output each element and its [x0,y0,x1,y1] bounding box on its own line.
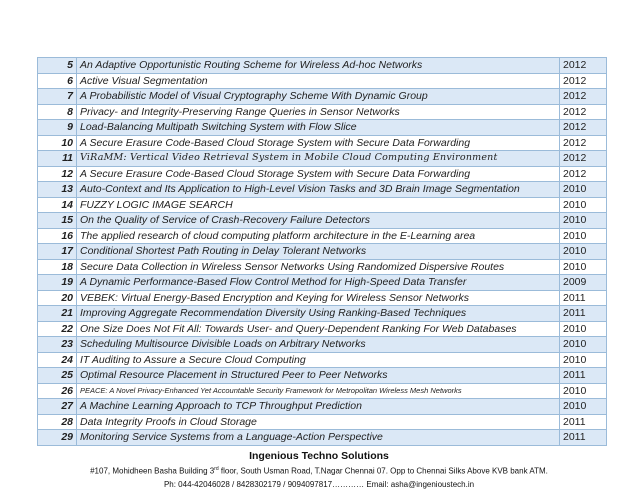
row-number: 14 [38,197,77,213]
row-number: 9 [38,120,77,136]
company-address [0,466,638,476]
table-row [38,306,607,322]
project-title: ViRaMM: Vertical Video Retrieval System in Mobile Cloud Computing Environment [77,151,560,167]
row-number: 24 [38,352,77,368]
table-row [38,135,607,151]
table-row [38,182,607,198]
project-year: 2010 [560,352,607,368]
project-title: Data Integrity Proofs in Cloud Storage [77,414,560,430]
table-row [38,104,607,120]
project-title: Scheduling Multisource Divisible Loads on Arbitrary Networks [77,337,560,353]
table-row [38,213,607,229]
project-year: 2010 [560,197,607,213]
project-title: Improving Aggregate Recommendation Diversity Using Ranking-Based Techniques [77,306,560,322]
project-title: Load-Balancing Multipath Switching System with Flow Slice [77,120,560,136]
table-row [38,228,607,244]
project-year: 2010 [560,213,607,229]
row-number: 8 [38,104,77,120]
table-row [38,352,607,368]
project-title: IT Auditing to Assure a Secure Cloud Computing [77,352,560,368]
table-row [38,430,607,446]
row-number: 23 [38,337,77,353]
project-title: VEBEK: Virtual Energy-Based Encryption and Keying for Wireless Sensor Networks [77,290,560,306]
table-row [38,321,607,337]
table-row [38,73,607,89]
row-number: 6 [38,73,77,89]
project-title: Secure Data Collection in Wireless Sensor Networks Using Randomized Dispersive Routes [77,259,560,275]
project-title: One Size Does Not Fit All: Towards User- and Query-Dependent Ranking For Web Databases [77,321,560,337]
row-number: 25 [38,368,77,384]
project-title: A Dynamic Performance-Based Flow Control Method for High-Speed Data Transfer [77,275,560,291]
project-year: 2010 [560,259,607,275]
table-row [38,259,607,275]
table-row [38,244,607,260]
table-row [38,89,607,105]
company-name: Ingenious Techno Solutions [249,450,389,462]
project-title: The applied research of cloud computing platform architecture in the E-Learning area [77,228,560,244]
project-title: Monitoring Service Systems from a Language-Action Perspective [77,430,560,446]
table-row [38,166,607,182]
row-number: 15 [38,213,77,229]
project-year: 2009 [560,275,607,291]
project-year: 2010 [560,399,607,415]
project-year: 2012 [560,135,607,151]
row-number: 21 [38,306,77,322]
row-number: 27 [38,399,77,415]
project-year: 2012 [560,166,607,182]
row-number: 10 [38,135,77,151]
project-year: 2011 [560,290,607,306]
project-year: 2012 [560,120,607,136]
project-title: Optimal Resource Placement in Structured Peer to Peer Networks [77,368,560,384]
row-number: 17 [38,244,77,260]
row-number: 13 [38,182,77,198]
table-row [38,151,607,167]
project-title: FUZZY LOGIC IMAGE SEARCH [77,197,560,213]
row-number: 18 [38,259,77,275]
project-list-table [37,57,607,446]
project-year: 2012 [560,89,607,105]
project-year: 2010 [560,321,607,337]
row-number: 16 [38,228,77,244]
project-year: 2010 [560,182,607,198]
project-title: PEACE: A Novel Privacy-Enhanced Yet Accountable Security Framework for Metropolitan Wireless Mesh Networks [77,383,560,399]
company-contact: Ph: 044-42046028 / 8428302179 / 9094097817………… Email: asha@ingenioustech.in [163,480,475,489]
table-row [38,383,607,399]
project-title: Auto-Context and Its Application to High-Level Vision Tasks and 3D Brain Image Segmentation [77,182,560,198]
row-number: 20 [38,290,77,306]
row-number: 5 [38,58,77,74]
table-row [38,290,607,306]
row-number: 26 [38,383,77,399]
project-year: 2012 [560,73,607,89]
project-title: A Secure Erasure Code-Based Cloud Storage System with Secure Data Forwarding [77,135,560,151]
project-year: 2011 [560,368,607,384]
project-title: Active Visual Segmentation [77,73,560,89]
project-year: 2012 [560,104,607,120]
row-number: 19 [38,275,77,291]
project-year: 2012 [560,151,607,167]
project-title: On the Quality of Service of Crash-Recovery Failure Detectors [77,213,560,229]
project-title: An Adaptive Opportunistic Routing Scheme for Wireless Ad-hoc Networks [77,58,560,74]
project-year: 2010 [560,228,607,244]
project-year: 2012 [560,58,607,74]
project-year: 2011 [560,306,607,322]
row-number: 29 [38,430,77,446]
row-number: 28 [38,414,77,430]
project-title: A Machine Learning Approach to TCP Throughput Prediction [77,399,560,415]
table-row [38,120,607,136]
table-row [38,399,607,415]
table-row [38,275,607,291]
address-part: #107, Mohidheen Basha Building 3 [90,466,215,476]
project-title: A Secure Erasure Code-Based Cloud Storage System with Secure Data Forwarding [77,166,560,182]
project-year: 2010 [560,244,607,260]
project-year: 2010 [560,337,607,353]
row-number: 12 [38,166,77,182]
table-row [38,337,607,353]
project-year: 2011 [560,414,607,430]
row-number: 7 [38,89,77,105]
row-number: 22 [38,321,77,337]
project-title: Privacy- and Integrity-Preserving Range Queries in Sensor Networks [77,104,560,120]
project-year: 2010 [560,383,607,399]
project-year: 2011 [560,430,607,446]
table-row [38,58,607,74]
project-title: A Probabilistic Model of Visual Cryptography Scheme With Dynamic Group [77,89,560,105]
table-row [38,368,607,384]
address-superscript: rd [214,466,219,472]
row-number: 11 [38,151,77,167]
project-title: Conditional Shortest Path Routing in Delay Tolerant Networks [77,244,560,260]
table-row [38,197,607,213]
table-row [38,414,607,430]
address-part: floor, South Usman Road, T.Nagar Chennai 07. Opp to Chennai Silks Above KVB bank ATM. [218,466,548,476]
